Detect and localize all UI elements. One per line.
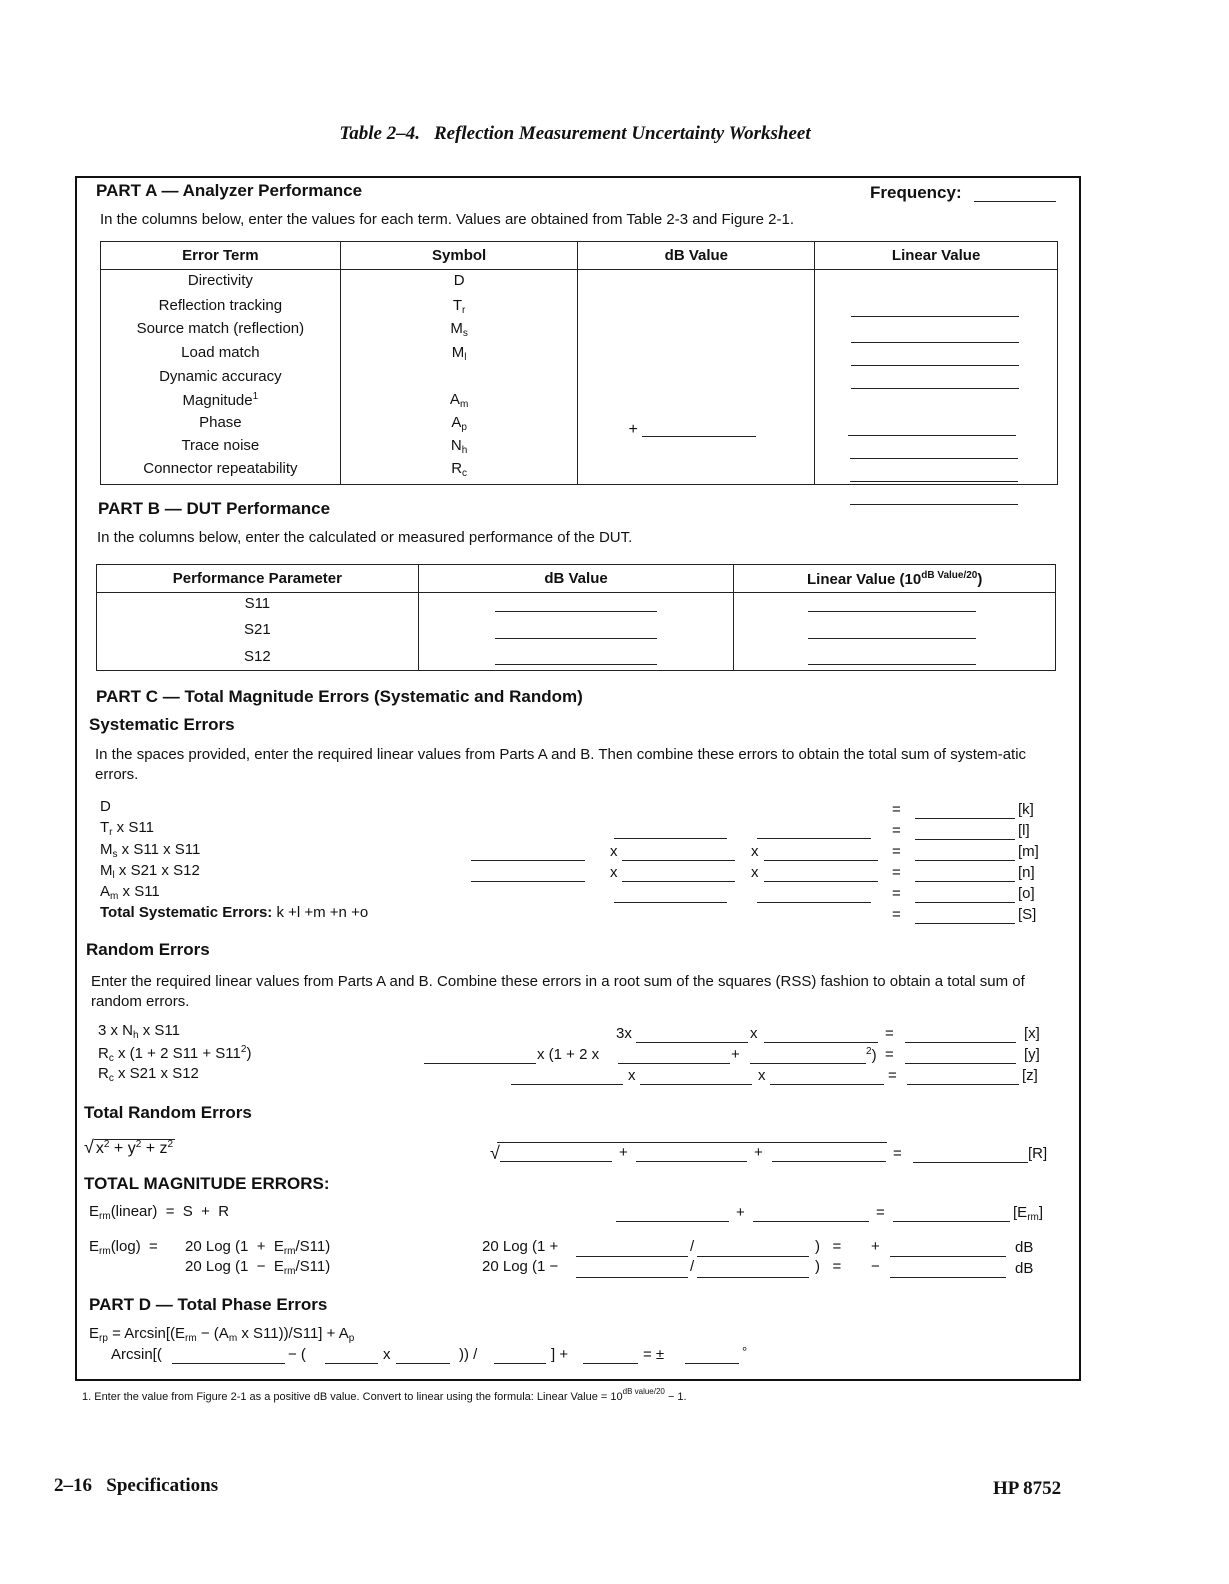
degree-symbol: ° [742,1344,748,1359]
formula-ms-s11-s11: $M_s$ x S11 x S11 [100,841,201,860]
equals-plusminus: = ± [643,1346,665,1363]
tr-field[interactable] [614,838,727,839]
col-performance-parameter: Performance Parameter [97,565,419,593]
equals-sign: = [885,1046,894,1063]
x-sign: x [628,1067,636,1084]
close-equals: ) = [815,1258,842,1275]
formula-3-nh-s11: 3 x $N_h$ x S11 [98,1022,180,1041]
rc-field[interactable] [424,1063,536,1064]
log-minus-formula: 20 Log $(1 - E_{rm}/S11)$ [185,1258,331,1277]
systematic-errors-heading: Systematic Errors [89,715,235,734]
param-s21: S21 [244,621,271,638]
col-db-value: dB Value [578,242,815,270]
random-errors-heading: Random Errors [86,940,210,959]
equals-sign: = [892,843,901,860]
part-a-heading: PART A — Analyzer Performance [96,181,363,200]
source-match-linear-field[interactable] [851,365,1019,366]
s12-linear-field[interactable] [808,664,976,665]
equals-sign: = [885,1025,894,1042]
analyzer-performance-table [100,241,1058,485]
x-sign: x [383,1346,391,1363]
page-title [0,123,1150,145]
z-s12-field[interactable] [770,1084,884,1085]
symbol-rc: $R_c$ [451,460,468,479]
r-value-field[interactable] [753,1221,869,1222]
symbol-am: $A_m$ [449,391,469,410]
s21-linear-field[interactable] [808,638,976,639]
plus-sign: + [736,1204,745,1221]
term-phase: Phase [199,414,242,431]
part-b-heading: PART B — DUT Performance [98,499,331,518]
bracket-plus: ] + [551,1346,569,1363]
directivity-linear-field[interactable] [851,316,1019,317]
calc-log-plus-prefix: 20 Log (1 + [482,1238,559,1255]
table-name: Reflection Measurement Uncertainty Worksheet [433,123,811,144]
systematic-instructions: In the spaces provided, enter the required linear values from Parts A and B. Then combine these errors to obtain the total sum of system-atic errors. [95,746,1027,783]
log-plus-s11-field[interactable] [697,1256,809,1257]
erm-result-field[interactable] [893,1221,1010,1222]
symbol-ms: $M_s$ [450,320,468,339]
formula-d: D [100,798,111,815]
footnote: 1. Enter the value from Figure 2-1 as a positive dB value. Convert to linear using the formula: Linear Value = $10^{dB value/20} - 1$. [82,1387,687,1403]
db-plus-sign: + [628,421,638,438]
tag-m: [m] [1018,843,1039,860]
symbol-nh: $N_h$ [450,437,468,456]
erm-phase-field[interactable] [172,1363,285,1364]
term-dynamic-accuracy: Dynamic accuracy [159,368,282,385]
magnitude-linear-field[interactable] [848,435,1016,436]
ms-field[interactable] [471,860,585,861]
slash: / [690,1258,695,1275]
log-plus-erm-field[interactable] [576,1256,688,1257]
tag-o: [o] [1018,885,1035,902]
s-value-field[interactable] [616,1221,729,1222]
equals-sign: = [892,864,901,881]
term-load-match: Load match [181,344,260,361]
part-a-instructions: In the columns below, enter the values for each term. Values are obtained from Table 2-3 and Figure 2-1. [100,211,795,228]
x-sign: x [610,864,618,881]
log-minus-result-field[interactable] [890,1277,1006,1278]
term-directivity: Directivity [187,272,253,289]
connector-repeatability-linear-field[interactable] [850,504,1018,505]
erp-formula: $E_{rp} = Arcsin[(E_{rm} - (A_m$ x $S11))/S11] + A_p$ [89,1325,355,1344]
equals-sign: = [876,1204,885,1221]
z-s21-field[interactable] [640,1084,752,1085]
term-connector-repeatability: Connector repeatability [143,460,298,477]
slash: / [690,1238,695,1255]
z-result-field[interactable] [907,1084,1019,1085]
equals-sign: = [892,822,901,839]
trace-noise-linear-field[interactable] [850,481,1018,482]
symbol-d: D [453,272,465,289]
log-minus-erm-field[interactable] [576,1277,688,1278]
m-result-field[interactable] [915,860,1015,861]
x-squared-field[interactable] [500,1161,612,1162]
part-d-heading: PART D — Total Phase Errors [89,1295,328,1314]
tag-r: [R] [1028,1145,1048,1162]
sign-minus: − [871,1258,880,1275]
sqrt-overbar [497,1142,887,1143]
calc-log-minus-prefix: 20 Log (1 − [482,1258,559,1275]
ml-field[interactable] [471,881,585,882]
y-s11-squared-field[interactable] [750,1063,866,1064]
sign-plus: + [871,1238,880,1255]
symbol-ml: $M_l$ [451,344,467,363]
col-linear-value: Linear Value [815,242,1058,270]
total-magnitude-heading: TOTAL MAGNITUDE ERRORS: [84,1174,330,1193]
ml-s12-field[interactable] [764,881,878,882]
am-phase-field[interactable] [325,1363,378,1364]
am-field[interactable] [614,902,727,903]
col-dut-linear-value: Linear Value $(10^{dB Value/20})$ [734,565,1056,593]
ml-s21-field[interactable] [622,881,735,882]
arcsin-prefix: Arcsin[( [111,1346,162,1363]
frequency-label: Frequency: [870,183,962,202]
load-match-linear-field[interactable] [851,388,1019,389]
log-plus-result-field[interactable] [890,1256,1006,1257]
part-c-heading: PART C — Total Magnitude Errors (Systematic and Random) [96,687,583,706]
term-magnitude: Magnitude$^1$ [182,391,259,409]
unit-db: dB [1015,1260,1034,1277]
col-dut-db-value: dB Value [418,565,734,593]
x-sign: x [758,1067,766,1084]
erm-linear-formula: $E_{rm}(linear) = S + R$ [89,1203,230,1222]
o-result-field[interactable] [915,902,1015,903]
tag-z: [z] [1022,1067,1038,1084]
x-sign: x [610,843,618,860]
x-sign: x [751,864,759,881]
s11-linear-field[interactable] [808,611,976,612]
x-s11-field[interactable] [764,1042,878,1043]
s12-db-field[interactable] [495,664,657,665]
am-s11-field[interactable] [757,902,871,903]
minus-paren: − ( [288,1346,306,1363]
formula-rc-s11-poly: $R_c$ x (1 + 2 $S11 + S11^2$) [98,1044,252,1064]
total-random-heading: Total Random Errors [84,1103,252,1122]
col-error-term: Error Term [101,242,341,270]
plus-sign: + [731,1046,740,1063]
k-result-field[interactable] [915,818,1015,819]
random-instructions: Enter the required linear values from Parts A and B. Combine these errors in a root sum of the squares (RSS) fashion to obtain a total sum of random errors. [91,973,1025,1010]
plus-sign: + [754,1144,763,1161]
r-result-field[interactable] [913,1162,1028,1163]
tag-x: [x] [1024,1025,1040,1042]
part-b-instructions: In the columns below, enter the calculated or measured performance of the DUT. [97,529,633,546]
frequency-field[interactable] [974,201,1056,202]
param-s11: S11 [244,595,271,612]
equals-sign: = [892,906,901,923]
y-s11-field[interactable] [618,1063,730,1064]
term-reflection-tracking: Reflection tracking [158,297,283,314]
close-divide: )) / [459,1346,478,1363]
formula-ml-s21-s12: $M_l$ x S21 x S12 [100,862,200,881]
param-s12: S12 [244,648,271,665]
tag-s: [S] [1018,906,1037,923]
sqrt-icon: √ [490,1143,500,1163]
s11-phase-field[interactable] [396,1363,450,1364]
ms-s11-field-b[interactable] [764,860,878,861]
close-equals: ) = [815,1238,842,1255]
equals-sign: = [892,801,901,818]
s11-divisor-field[interactable] [494,1363,546,1364]
equals-sign: = [892,885,901,902]
s21-db-field[interactable] [495,638,657,639]
term-trace-noise: Trace noise [181,437,260,454]
table-number: Table 2–4. [339,123,420,144]
formula-total-systematic: Total Systematic Errors: k +l +m +n +o [100,904,369,921]
phase-linear-field[interactable] [850,458,1018,459]
formula-tr-s11: $T_r$ x S11 [100,819,154,838]
three-x-prefix: 3x [616,1025,632,1042]
dut-performance-table [96,564,1056,671]
plus-sign: + [619,1144,628,1161]
symbol-ap: $A_p$ [451,414,467,433]
magnitude-db-field[interactable] [642,436,756,437]
tag-y: [y] [1024,1046,1040,1063]
equals-sign: = [888,1067,897,1084]
n-result-field[interactable] [915,881,1015,882]
rss-formula: √ $x^2 + y^2 + z^2$ [84,1137,174,1157]
col-symbol: Symbol [340,242,578,270]
x-sign: x [751,843,759,860]
x-result-field[interactable] [905,1042,1016,1043]
ap-phase-field[interactable] [583,1363,638,1364]
ms-s11-field-a[interactable] [622,860,735,861]
s-result-field[interactable] [915,923,1015,924]
page-footer-left: 2–16 Specifications [54,1475,219,1496]
log-minus-s11-field[interactable] [697,1277,809,1278]
x-sign: x [750,1025,758,1042]
y-squared-field[interactable] [636,1161,747,1162]
equals-sign: = [893,1145,902,1162]
rc-z-field[interactable] [511,1084,623,1085]
log-plus-formula: 20 Log $(1 + E_{rm}/S11)$ [185,1238,331,1257]
tag-n: [n] [1018,864,1035,881]
s11-db-field[interactable] [495,611,657,612]
unit-db: dB [1015,1239,1034,1256]
formula-rc-s21-s12: $R_c$ x S21 x S12 [98,1065,199,1084]
symbol-tr: $T_r$ [452,297,466,316]
term-source-match: Source match (reflection) [136,320,305,337]
formula-am-s11: $A_m$ x S11 [100,883,160,902]
page-footer-right: HP 8752 [993,1478,1062,1499]
phase-result-field[interactable] [685,1363,739,1364]
z-squared-field[interactable] [772,1161,886,1162]
squared-close: $^2$) [866,1046,877,1064]
nh-field[interactable] [636,1042,748,1043]
tag-k: [k] [1018,801,1034,818]
tr-s11-field[interactable] [757,838,871,839]
reflection-tracking-linear-field[interactable] [851,342,1019,343]
one-plus-two-x: x (1 + 2 x [537,1046,600,1063]
tag-erm: $[E_{rm}]$ [1013,1204,1044,1223]
erm-log-label: $E_{rm}(\log)$ = [89,1238,158,1257]
y-result-field[interactable] [905,1063,1016,1064]
tag-l: [l] [1018,822,1030,839]
l-result-field[interactable] [915,839,1015,840]
